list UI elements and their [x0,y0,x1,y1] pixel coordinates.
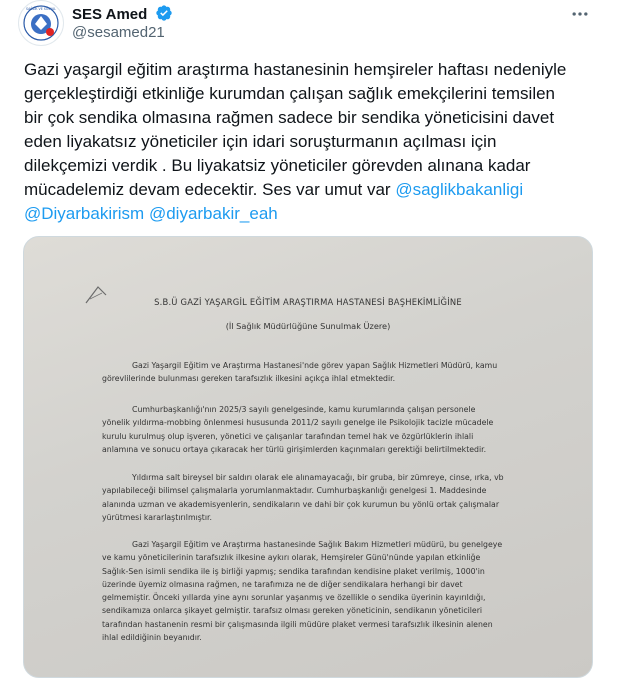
avatar-text-top: SAĞLIK VE SOSYAL [26,7,56,11]
mention-link[interactable]: @Diyarbakirism [24,204,145,223]
document-line: sendikamıza onlarca şikayet gelmiştir. tarafsız olması gereken yöneticinin, sendikanın yöneticileri [102,606,483,616]
document-line: kurulu kurulmuş olup işveren, yönetici ve çalışanlar tarafından temel hak ve özgürlüklerin ihlali [102,431,474,441]
pen-mark-icon [76,273,116,313]
tweet-media-image[interactable] [23,236,593,678]
document-line: Cumhurbaşkanlığı'nın 2025/3 sayılı genelgesinde, kamu kurumlarında çalışan personele [132,405,476,414]
tweet-line [24,178,600,202]
document-line: Gazi Yaşargil Eğitim ve Araştırma hastanesinde Sağlık Bakım Hizmetleri müdürü, bu genelgeye [132,540,503,549]
document-line: ihlal edildiğinin beyanıdır. [102,633,202,643]
document-line: yapılabileceği bilimsel çalışmalarla yorumlanmaktadır. Cumhurbaşkanlığı genelgesi 1. Maddesinde [102,486,487,496]
document-paragraph [102,403,542,456]
mention-link[interactable]: @saglikbakanligi [395,180,524,199]
account-name-text[interactable]: SES Amed [72,6,148,23]
document-line: Yıldırma salt bireysel bir saldırı olarak ele alınamayacağı, bir gruba, bir zümreye, cinse, ırka, vb [132,473,504,482]
mention-link[interactable]: @diyarbakir_eah [148,204,278,223]
tweet-line: bir çok sendika olmasına rağmen sadece bir sendika yöneticisini davet [24,108,555,127]
document-line: anlamına ve sonucu ortaya çıkaracak her türlü girişimlerden kaçınmaları gerektiği belirtilmektedir. [102,444,487,454]
document-line: görevlilerinde bulunması gereken tarafsızlık ilkesini açıkça ihlal etmektedir. [102,374,396,384]
document-title: S.B.Ü GAZİ YAŞARGİL EĞİTİM ARAŞTIRMA HASTANESİ BAŞHEKİMLİĞİNE [154,297,462,307]
tweet-line: eden liyakatsız yöneticiler için idari soruşturmanın açılması için [24,132,497,151]
tweet-header [0,0,618,50]
verified-badge-icon [155,4,173,22]
avatar[interactable] [18,0,64,46]
document-line: yürütmesi kararlaştırılmıştır. [102,512,212,522]
document-line: yönelik yıldırma-mobbing önlenmesi hususunda 2011/2 sayılı genelge ile Psikolojik tacizle mücadele [102,418,494,428]
document-paragraph [102,538,542,644]
more-options-icon [570,4,590,24]
document-paragraph [102,471,542,524]
document-line: tarafından hastanenin resmi bir çalışmasında ilgili müdüre plaket vermesi tarafsızlık ilkesinin alenen [102,619,493,629]
document-subtitle: (İl Sağlık Müdürlüğüne Sunulmak Üzere) [225,321,391,331]
document-line: üzerinde üyemiz olmasına rağmen, ne tarafımıza ne de diğer sendikalara herhangi bir davet [102,579,463,589]
account-handle[interactable]: @sesamed21 [72,24,165,41]
document-line: alanında uzman ve akademisyenlerin, sendikaların ve dahi bir çok kurumun bu yönlü ortak çalışmalar [102,499,500,509]
document-line: ve kamu yöneticilerinin tarafsızlık ilkesine aykırı olarak, Hemşireler Günü'nünde yapılan etkinliğe [102,553,481,563]
tweet-line [24,202,600,226]
tweet-line: gerçekleştirdiği etkinliğe kurumdan çalışan sağlık emekçilerini temsilen [24,84,556,103]
tweet-line: Gazi yaşargil eğitim araştırma hastanesinin hemşireler haftası nedeniyle [24,60,567,79]
tweet-text [24,58,600,226]
account-name[interactable] [72,4,173,24]
document-line: gelmemiştir. Önceki yıllarda yine aynı sorunlar yaşanmış ve özellikle o sendika üyerinin kayırıldığı, [102,593,486,603]
more-options-button[interactable] [570,4,590,29]
tweet-line-text: mücadelemiz devam edecektir. Ses var umut var [24,180,396,199]
document-line: Gazi Yaşargil Eğitim ve Araştırma Hastanesi'nde görev yapan Sağlık Hizmetleri Müdürü, kamu [132,361,498,370]
tweet-line: dilekçemizi verdik . Bu liyakatsiz yöneticiler görevden alınana kadar [24,156,531,175]
document-line: Sağlık-Sen isimli sendika ile iş birliği yapmış; sendika tarafından kendisine plaket verilmiş, 1000'in [102,566,485,576]
document-paragraph [102,359,542,386]
union-logo-icon [19,1,63,45]
